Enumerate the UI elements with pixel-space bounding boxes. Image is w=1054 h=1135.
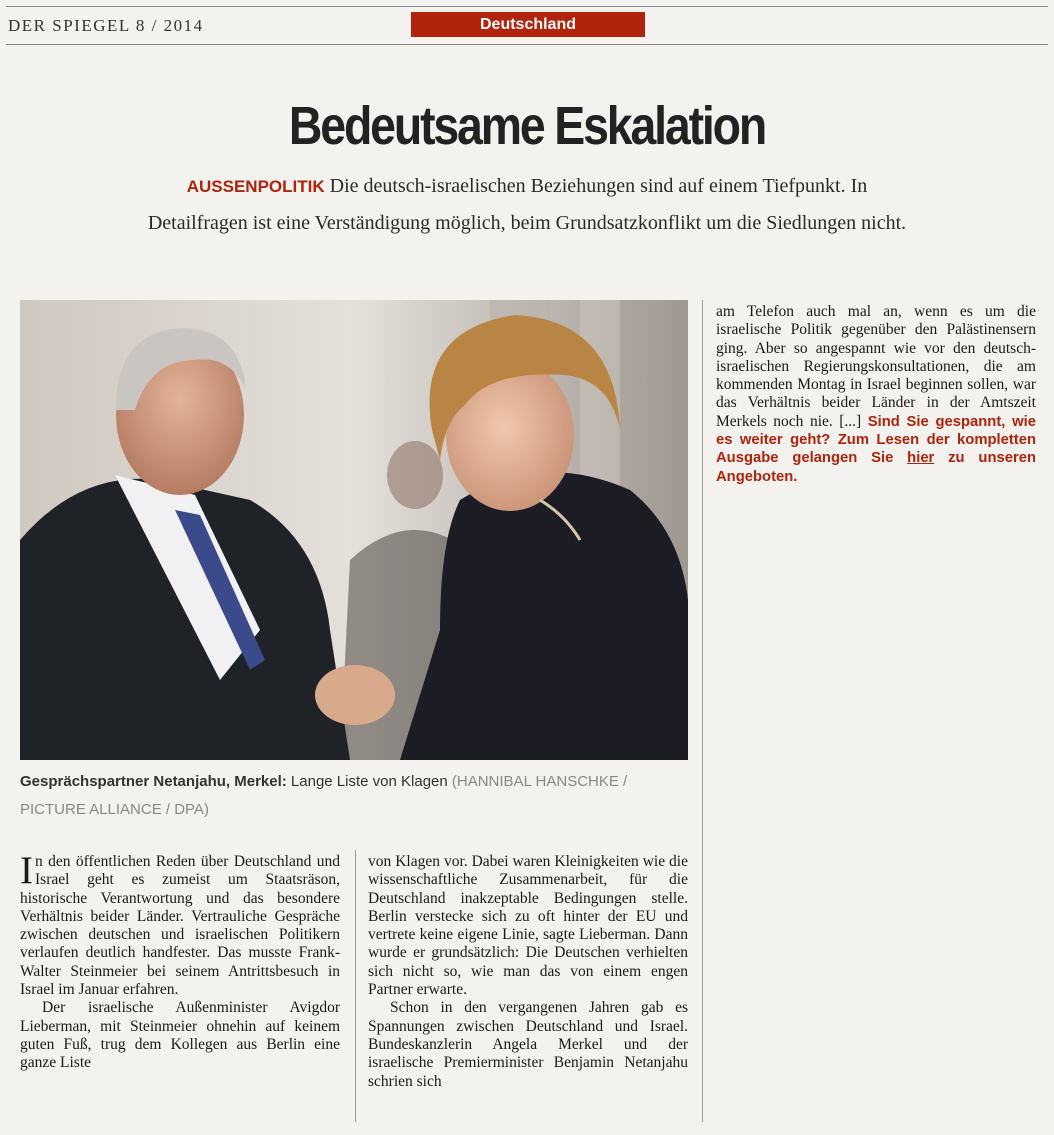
- lead-text: Die deutsch-israelischen Beziehungen sind auf einem Tiefpunkt. In Detailfragen ist eine Verständigung möglich, beim Grundsatzkonflikt um die Siedlungen nicht.: [147, 175, 907, 234]
- paragraph: von Klagen vor. Dabei waren Kleinigkeiten wie die wissenschaftliche Zusammenarbeit, für die Deutschland inakzeptable Bedingungen stelle. Berlin verstecke sich zu oft hinter der EU und vertrete keine eigene Linie, sagte Lieberman. Dann wurde er grundsätzlich: Die Deutschen verhielten sich nicht so, wie man das von einem engen Partner erwarte.: [368, 853, 688, 999]
- article-kicker: AUSSENPOLITIK: [186, 177, 325, 196]
- top-rule: [6, 6, 1048, 7]
- paragraph-text: n den öffentlichen Reden über Deutschland und Israel geht es zumeist um Staatsräson, historische Verantwortung und das besondere Verhältnis beider Länder. Vertrauliche Gespräche zwischen deutschen und israelischen Politikern verlaufen deutlich handfester. Das musste Frank-Walter Steinmeier bei seinem Antrittsbesuch in Israel im Januar erfahren.: [20, 853, 340, 999]
- paragraph: Schon in den vergangenen Jahren gab es Spannungen zwischen Deutschland und Israel. Bundeskanzlerin Angela Merkel und der israelische Premierminister Benjamin Netanjahu schrien sich: [368, 999, 688, 1090]
- photo-illustration: [20, 300, 688, 760]
- article-lead: [140, 168, 914, 241]
- teaser-text: Sind Sie gespannt, wie es weiter geht? Zum Lesen der kompletten Ausgabe gelangen Sie: [716, 413, 1036, 467]
- paragraph: [20, 849, 340, 999]
- caption-text: Lange Liste von Klagen: [286, 773, 452, 790]
- caption-subject: Gesprächspartner Netanjahu, Merkel:: [20, 773, 287, 790]
- body-column-2: [368, 853, 688, 1091]
- section-badge: Deutschland: [411, 12, 645, 37]
- body-column-1: [20, 849, 340, 1073]
- body-column-3: [716, 303, 1036, 486]
- column-divider-main: [702, 300, 703, 1122]
- paragraph: Der israelische Außenminister Avigdor Lieberman, mit Steinmeier ohnehin auf keinem guten Fuß, trug dem Kollegen aus Berlin eine ganze Liste: [20, 999, 340, 1072]
- subscription-link[interactable]: hier: [907, 450, 935, 467]
- photo-caption: [20, 768, 688, 824]
- paragraph-text: am Telefon auch mal an, wenn es um die israelische Politik gegenüber den Palästinensern ging. Aber so angespannt wie vor den deutsch-israelischen Regierungskonsultationen, die am kommenden Montag in Israel beginnen sollen, war das Verhältnis beider Länder in der Amtszeit Merkels noch nie. [...]: [716, 303, 1036, 430]
- caption-credit: (HANNIBAL HANSCHKE / PICTURE ALLIANCE / DPA): [20, 773, 628, 818]
- drop-cap: I: [20, 849, 33, 892]
- masthead: DER SPIEGEL 8 / 2014: [8, 16, 204, 35]
- article-headline: Bedeutsame Eskalation: [288, 96, 766, 156]
- column-divider-body: [355, 850, 356, 1122]
- teaser-text-end: zu unseren Angeboten.: [716, 450, 1036, 485]
- paragraph: [716, 303, 1036, 486]
- header-rule: [6, 44, 1048, 45]
- article-photo: [20, 300, 688, 760]
